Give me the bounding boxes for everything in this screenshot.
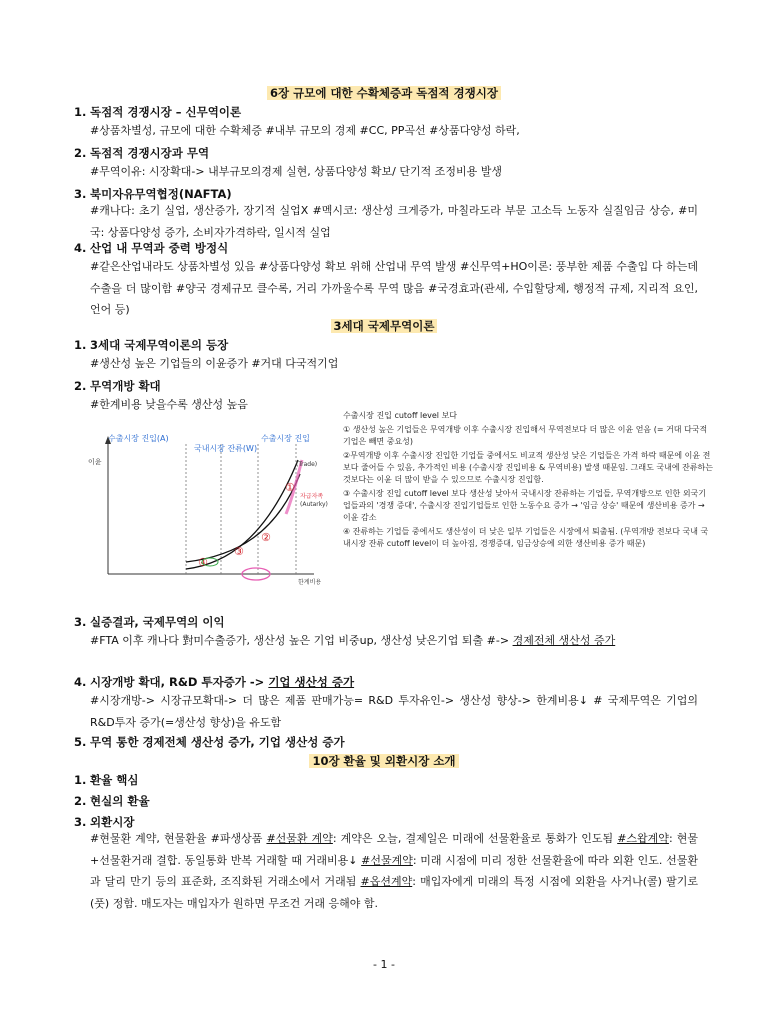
heading-3-5: 5. 무역 통한 경제전체 생산성 증가, 기업 생산성 증가 <box>74 735 345 749</box>
note-2: ②무역개방 이후 수출시장 진입한 기업들 중에서도 비교적 생산성 낮은 기업들은 가격 하락 때문에 이윤 전보다 줄어들 수 있음, 추가적인 비용 (수출시장 진입비용 & 무역비용) 발생 때문임. 그래도 국내에 잔류하는 것보다는 이윤 더 많이 받을 수 있으므로 수출시장 진입함. <box>343 451 714 484</box>
note-1: ① 생산성 높은 기업들은 무역개방 이후 수출시장 진입해서 무역전보다 더 많은 이윤 얻음 (= 거대 다국적기업은 빼면 중요성) <box>343 425 708 446</box>
body-3-3: #FTA 이후 캐나다 對미수출증가, 생산성 높은 기업 비중up, 생산성 낮은기업 퇴출 #-> 경제전체 생산성 증가 <box>90 634 616 647</box>
marker-3: ③ <box>234 545 244 558</box>
handwritten-notes <box>343 410 713 552</box>
heading-3-4: 4. 시장개방 확대, R&D 투자증가 -> 기업 생산성 증가 <box>74 675 355 689</box>
heading-6-3: 3. 북미자유무역협정(NAFTA) <box>74 187 232 201</box>
body-6-3: #캐나다: 초기 실업, 생산증가, 장기적 실업X #멕시코: 생산성 크게증가, 마칠라도라 부문 고소득 노동자 실질임금 상승, #미국: 상품다양성 증가, 소비자가격하락, 일시적 실업 <box>90 204 698 239</box>
body-3-1: #생산성 높은 기업들의 이윤증가 #거대 다국적기업 <box>90 357 339 370</box>
body-3-2: #한계비용 낮을수록 생산성 높음 <box>90 398 248 411</box>
x-axis-label: 한계비용 <box>298 579 322 586</box>
heading-10-1: 1. 환율 핵심 <box>74 773 139 787</box>
marker-2: ② <box>261 531 271 544</box>
y-axis-label: 이윤 <box>88 458 102 466</box>
autarky-label-1: 자급자족 <box>300 493 324 500</box>
trade-label: (Trade) <box>296 461 318 468</box>
heading-6-2: 2. 독점적 경쟁시장과 무역 <box>74 146 210 160</box>
body-10-3: #현물환 계약, 현물환율 #파생상품 #선물환 계약: 계약은 오늘, 결제일은 미래에 선물환율로 통화가 인도됨 #스왑계약: 현물+선물환거래 결합. 동일통화 반복 거래할 때 거래비용↓ #선물계약: 미래 시점에 미리 정한 선물환율에 따라 외환 인도. 선물환과 달리 만기 등의 표준화, 조직화된 거래소에서 거래됨 #옵션계약: 매입자에게 미래의 특정 시점에 외환을 사거나(콜) 팔기로(풋) 정함. 매도자는 매입자가 원하면 무조건 거래 응해야 함. <box>90 832 698 910</box>
heading-6-4: 4. 산업 내 무역과 중력 방정식 <box>74 241 229 255</box>
marker-1: ① <box>285 481 295 494</box>
heading-6-1: 1. 독점적 경쟁시장 – 신무역이론 <box>74 105 242 119</box>
notes-heading: 수출시장 진입 cutoff level 보다 <box>343 411 458 420</box>
note-4: ④ 잔류하는 기업들 중에서도 생산성이 더 낮은 일부 기업들은 시장에서 퇴출됨. (무역개방 전보다 국내 국내시장 잔류 cutoff level이 더 높아짐, 경쟁증대, 임금상승에 의한 생산비용 증가 때문) <box>343 527 709 548</box>
body-3-4: #시장개방-> 시장규모확대-> 더 많은 제품 판매가능= R&D 투자유인-> 생산성 향상-> 한계비용↓ # 국제무역은 기업의 R&D투자 증가(=생산성 향상)을 유도함 <box>90 694 698 729</box>
heading-3-3: 3. 실증결과, 국제무역의 이익 <box>74 615 225 629</box>
label-domestic-stay-w: 국내시장 잔류(W) <box>194 444 258 453</box>
heading-3-1: 1. 3세대 국제무역이론의 등장 <box>74 338 229 352</box>
heading-10-3: 3. 외환시장 <box>74 815 135 829</box>
chapter-3gen-title: 3세대 국제무역이론 <box>0 318 768 334</box>
heading-3-2: 2. 무역개방 확대 <box>74 379 161 393</box>
page-number: - 1 - <box>373 958 395 971</box>
heading-10-2: 2. 현실의 환율 <box>74 794 150 808</box>
body-6-1: #상품차별성, 규모에 대한 수확체증 #내부 규모의 경제 #CC, PP곡선 #상품다양성 하락, <box>90 124 520 137</box>
label-export-entry: 수출시장 진입 <box>261 434 310 443</box>
chapter-6-title: 6장 규모에 대한 수확체증과 독점적 경쟁시장 <box>0 85 768 101</box>
note-3: ③ 수출시장 진입 cutoff level 보다 생산성 낮아서 국내시장 잔류하는 기업들, 무역개방으로 인한 외국기업들과의 '경쟁 증대', 수출시장 진입기업들로 인한 노동수요 증가 → '임금 상승' 때문에 생산비용 증가 → 이윤 감소 <box>343 489 707 522</box>
autarky-label-2: (Autarky) <box>300 501 328 508</box>
body-6-2: #무역이유: 시장확대-> 내부규모의경제 실현, 상품다양성 확보/ 단기적 조정비용 발생 <box>90 165 502 178</box>
label-export-entry-a: 수출시장 진입(A) <box>108 434 169 443</box>
body-6-4: #같은산업내라도 상품차별성 있음 #상품다양성 확보 위해 산업내 무역 발생 #신무역+HO이론: 풍부한 제품 수출입 다 하는데 수출을 더 많이함 #양국 경제규모 클수록, 거리 가까울수록 무역 많음 #국경효과(관세, 수입할당제, 행정적 규제, 지리적 요인, 언어 등) <box>90 260 698 316</box>
chapter-10-title: 10장 환율 및 외환시장 소개 <box>0 753 768 769</box>
body-3-3-underline: 경제전체 생산성 증가 <box>512 634 616 647</box>
marker-4: ④ <box>198 556 208 569</box>
profit-vs-marginal-cost-graph <box>86 424 338 602</box>
